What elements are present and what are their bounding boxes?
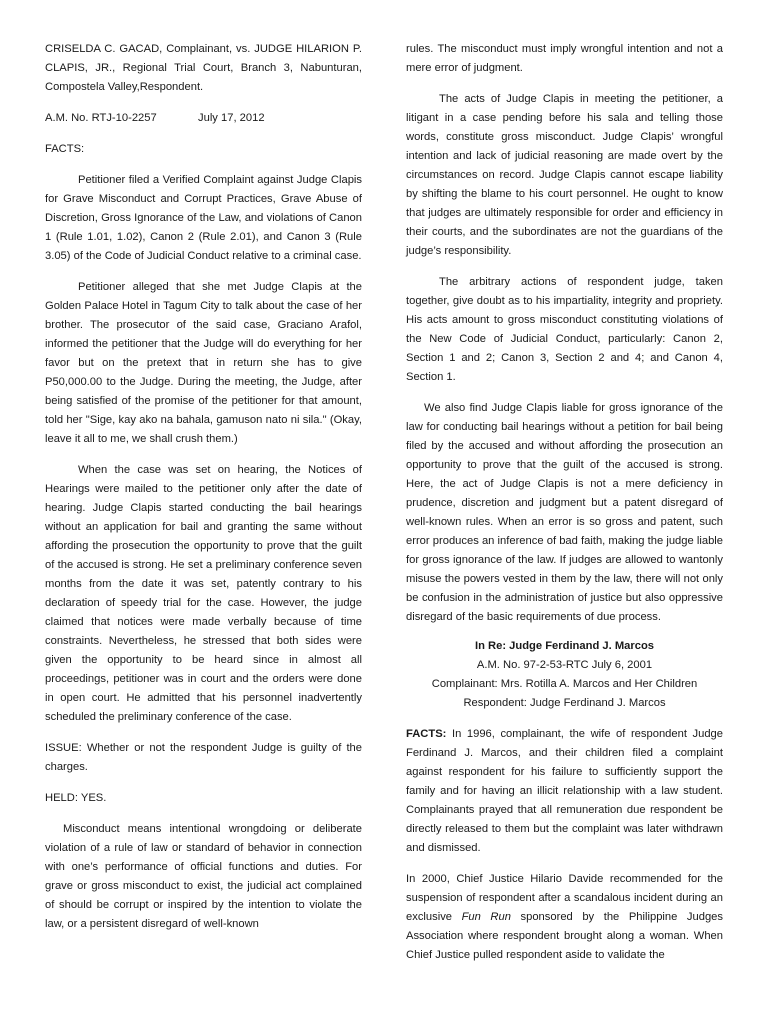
case2-title: In Re: Judge Ferdinand J. Marcos bbox=[474, 640, 655, 652]
right-column bbox=[406, 40, 723, 965]
case2-facts-paragraph bbox=[406, 725, 723, 858]
case-date: July 17, 2012 bbox=[198, 112, 265, 124]
case-number: A.M. No. RTJ-10-2257 bbox=[45, 112, 157, 124]
ruling-paragraph-1: Misconduct means intentional wrongdoing or deliberate violation of a rule of law or standard of behavior in connection with one’s performance of official functions and duties. For grave or gross misconduct to exist, the judicial act complained of should be corrupt or inspired by the intention to violate the law, or a persistent disregard of well-known bbox=[45, 823, 362, 930]
ruling-paragraph-4: We also find Judge Clapis liable for gross ignorance of the law for conducting bail hearings without a petition for bail being filed by the accused and without affording the prosecution an opportunity to prove that the guilt of the accused is strong. Here, the act of Judge Clapis is not a mere deficiency in prudence, discretion and judgment but a patent disregard of well-known rules. When an error is so gross and patent, such error produces an inference of bad faith, making the judge liable for gross ignorance of the law. If judges are allowed to wantonly misuse the powers vested in them by the law, there will not only be confusion in the administration of justice but also oppressive disregard of the basic requirements of due process. bbox=[406, 402, 723, 623]
case2-p2-after: sponsored by the Philippine Judges Association where respondent brought along a woman. When Chief Justice pulled respondent aside to validate the bbox=[406, 911, 723, 961]
issue-paragraph: ISSUE: Whether or not the respondent Judge is guilty of the charges. bbox=[45, 742, 362, 773]
case2-complainant: Complainant: Mrs. Rotilla A. Marcos and Her Children bbox=[431, 678, 698, 690]
fun-run-italic: Fun Run bbox=[461, 911, 511, 923]
facts-paragraph-1: Petitioner filed a Verified Complaint against Judge Clapis for Grave Misconduct and Corrupt Practices, Grave Abuse of Discretion, Gross Ignorance of the Law, and violations of Canon 1 (Rule 1.01, 1.02), Canon 2 (Rule 2.01), and Canon 3 (Rule 3.05) of the Code of Judicial Conduct relative to a criminal case. bbox=[45, 174, 362, 262]
held-label: HELD: YES. bbox=[45, 792, 107, 804]
left-column bbox=[45, 40, 362, 934]
facts-paragraph-2: Petitioner alleged that she met Judge Clapis at the Golden Palace Hotel in Tagum City to talk about the case of her brother. The prosecutor of the said case, Graciano Arafol, informed the petitioner that the Judge will do everything for her favor but on the pretext that in return she has to give P50,000.00 to the Judge. During the meeting, the Judge, after being satisfied of the promise of the petitioner for that amount, told her "Sige, kay ako na bahala, gamuson nato ni sila." (Okay, leave it all to me, we shall crush them.) bbox=[45, 281, 362, 445]
case2-facts-label: FACTS: bbox=[406, 728, 447, 740]
case2-paragraph-2 bbox=[406, 870, 723, 965]
facts-paragraph-3: When the case was set on hearing, the Notices of Hearings were mailed to the petitioner only after the date of hearing. Judge Clapis started conducting the bail hearings without an application for bail and granting the same without affording the prosecution the opportunity to prove that the guilt of the accused is strong. He set a preliminary conference seven months from the date it was set, patently contrary to his declaration of speedy trial for the case. However, the judge claimed that notices were made verbally because of time constraints. Nevertheless, he stressed that both sides were given the opportunity to be heard since in almost all proceedings, petitioner was in court and the orders were done in open court. He admitted that his personnel inadvertently scheduled the preliminary conference of the case. bbox=[45, 464, 362, 723]
case2-facts-text: In 1996, complainant, the wife of respondent Judge Ferdinand J. Marcos, and their children filed a complaint against respondent for his failure to sufficiently support the family and for having an illicit relationship with a law student. Complainants prayed that all remuneration due respondent be directly released to them but the complaint was later withdrawn and dismissed. bbox=[406, 728, 723, 854]
case-caption: CRISELDA C. GACAD, Complainant, vs. JUDGE HILARION P. CLAPIS, JR., Regional Trial Court, Branch 3, Nabunturan, Compostela Valley,Respondent. bbox=[45, 43, 362, 93]
ruling-paragraph-1-continued: rules. The misconduct must imply wrongful intention and not a mere error of judgment. bbox=[406, 43, 723, 74]
case2-respondent: Respondent: Judge Ferdinand J. Marcos bbox=[463, 697, 666, 709]
facts-label: FACTS: bbox=[45, 143, 85, 155]
case-meta bbox=[45, 109, 362, 128]
case2-number: A.M. No. 97-2-53-RTC July 6, 2001 bbox=[476, 659, 653, 671]
case2-p2-before: In 2000, Chief Justice Hilario Davide recommended for the suspension of respondent after a scandalous incident during an exclusive bbox=[406, 873, 723, 923]
case-heading bbox=[406, 637, 723, 713]
ruling-paragraph-2: The acts of Judge Clapis in meeting the petitioner, a litigant in a case pending before his sala and telling those words, constitute gross misconduct. Judge Clapis’ wrongful intention and lack of judicial reasoning are made overt by the circumstances on record. Judge Clapis cannot escape liability by shifting the blame to his court personnel. He ought to know that judges are ultimately responsible for order and efficiency in their courts, and the subordinates are not the guardians of the judge’s responsibility. bbox=[406, 93, 723, 257]
ruling-paragraph-3: The arbitrary actions of respondent judge, taken together, give doubt as to his impartiality, integrity and propriety. His acts amount to gross misconduct constituting violations of the New Code of Judicial Conduct, particularly: Canon 2, Section 1 and 2; Canon 3, Section 2 and 4; and Canon 4, Section 1. bbox=[406, 276, 723, 383]
